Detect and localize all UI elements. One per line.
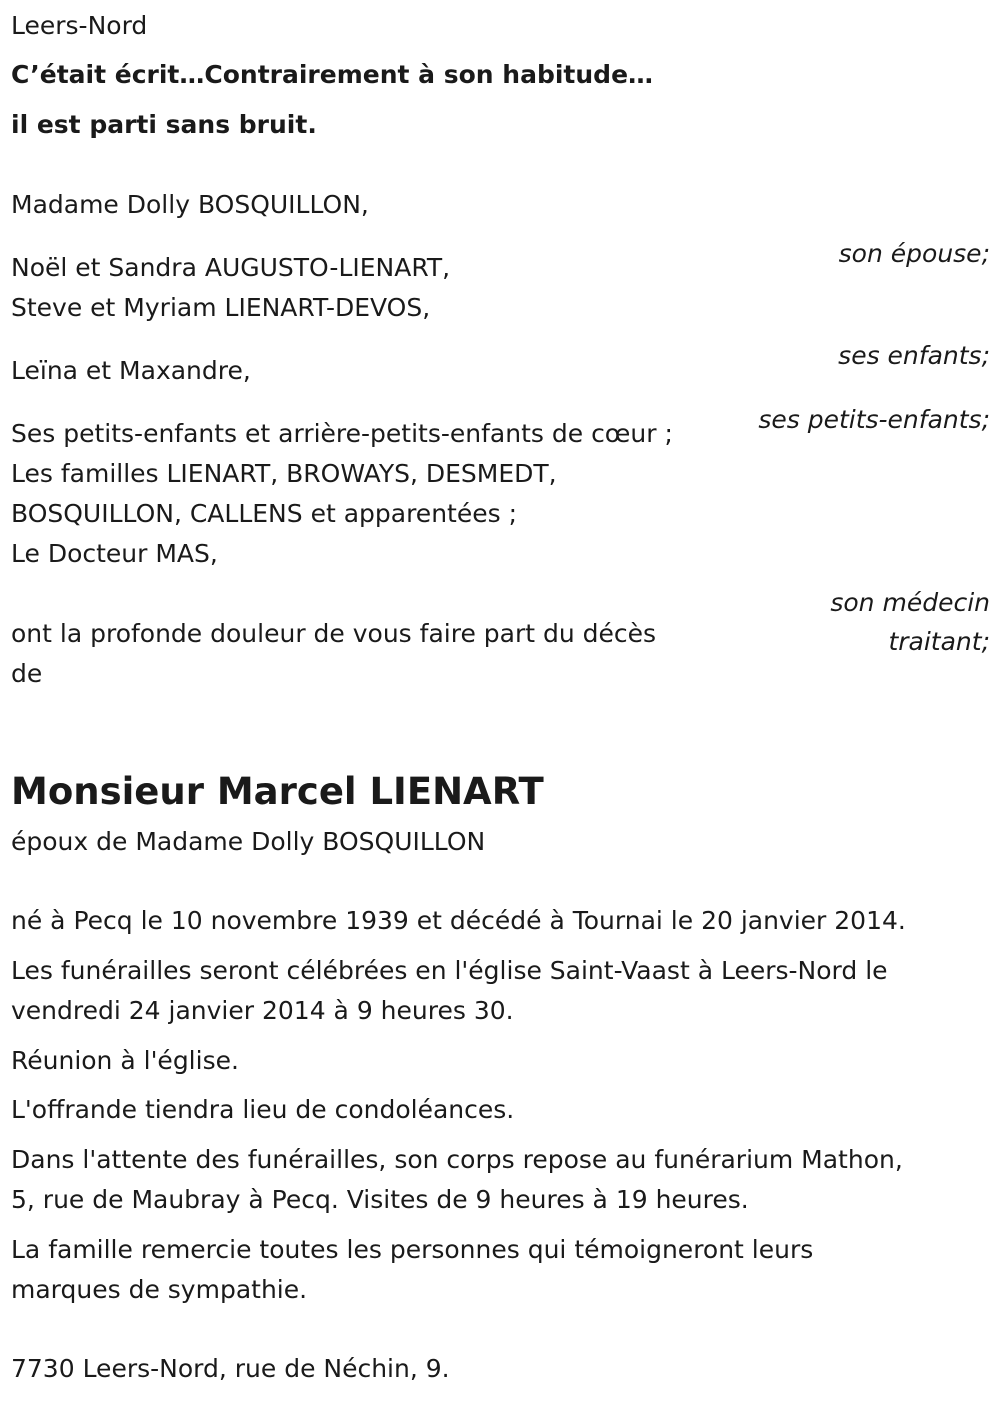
doctor-role-line-1: son médecin: [830, 588, 990, 617]
children-role: ses enfants;: [838, 341, 990, 370]
grandchildren-role: ses petits-enfants;: [758, 405, 990, 434]
spouse-line: époux de Madame Dolly BOSQUILLON: [11, 827, 486, 856]
birth-death-line: né à Pecq le 10 novembre 1939 et décédé à Tournai le 20 janvier 2014.: [11, 906, 906, 935]
doctor-role-line-2: traitant;: [888, 627, 990, 656]
others-line-2: Les familles LIENART, BROWAYS, DESMEDT,: [11, 459, 557, 488]
meeting-line: Réunion à l'église.: [11, 1046, 239, 1075]
wife-role: son épouse;: [838, 239, 990, 268]
others-line-1: Ses petits-enfants et arrière-petits-enfants de cœur ;: [11, 419, 673, 448]
location-header: Leers-Nord: [11, 11, 148, 40]
announcement-line-2: de: [11, 659, 43, 688]
child-2: Steve et Myriam LIENART-DEVOS,: [11, 293, 431, 322]
rest-line-2: 5, rue de Maubray à Pecq. Visites de 9 heures à 19 heures.: [11, 1185, 749, 1214]
rest-line-1: Dans l'attente des funérailles, son corps repose au funérarium Mathon,: [11, 1145, 903, 1174]
grandchildren: Leïna et Maxandre,: [11, 356, 251, 385]
intro-line-2: il est parti sans bruit.: [11, 110, 317, 139]
others-line-3: BOSQUILLON, CALLENS et apparentées ;: [11, 499, 517, 528]
wife-name: Madame Dolly BOSQUILLON,: [11, 190, 369, 219]
thanks-line-2: marques de sympathie.: [11, 1275, 308, 1304]
thanks-line-1: La famille remercie toutes les personnes qui témoigneront leurs: [11, 1235, 814, 1264]
announcement-line-1: ont la profonde douleur de vous faire part du décès: [11, 619, 657, 648]
funeral-line-2: vendredi 24 janvier 2014 à 9 heures 30.: [11, 996, 514, 1025]
address-line: 7730 Leers-Nord, rue de Néchin, 9.: [11, 1354, 450, 1383]
deceased-name: Monsieur Marcel LIENART: [11, 770, 544, 813]
funeral-line-1: Les funérailles seront célébrées en l'église Saint-Vaast à Leers-Nord le: [11, 956, 888, 985]
doctor-name: Le Docteur MAS,: [11, 539, 218, 568]
offering-line: L'offrande tiendra lieu de condoléances.: [11, 1095, 515, 1124]
intro-line-1: C’était écrit…Contrairement à son habitude…: [11, 60, 654, 89]
child-1: Noël et Sandra AUGUSTO-LIENART,: [11, 253, 451, 282]
